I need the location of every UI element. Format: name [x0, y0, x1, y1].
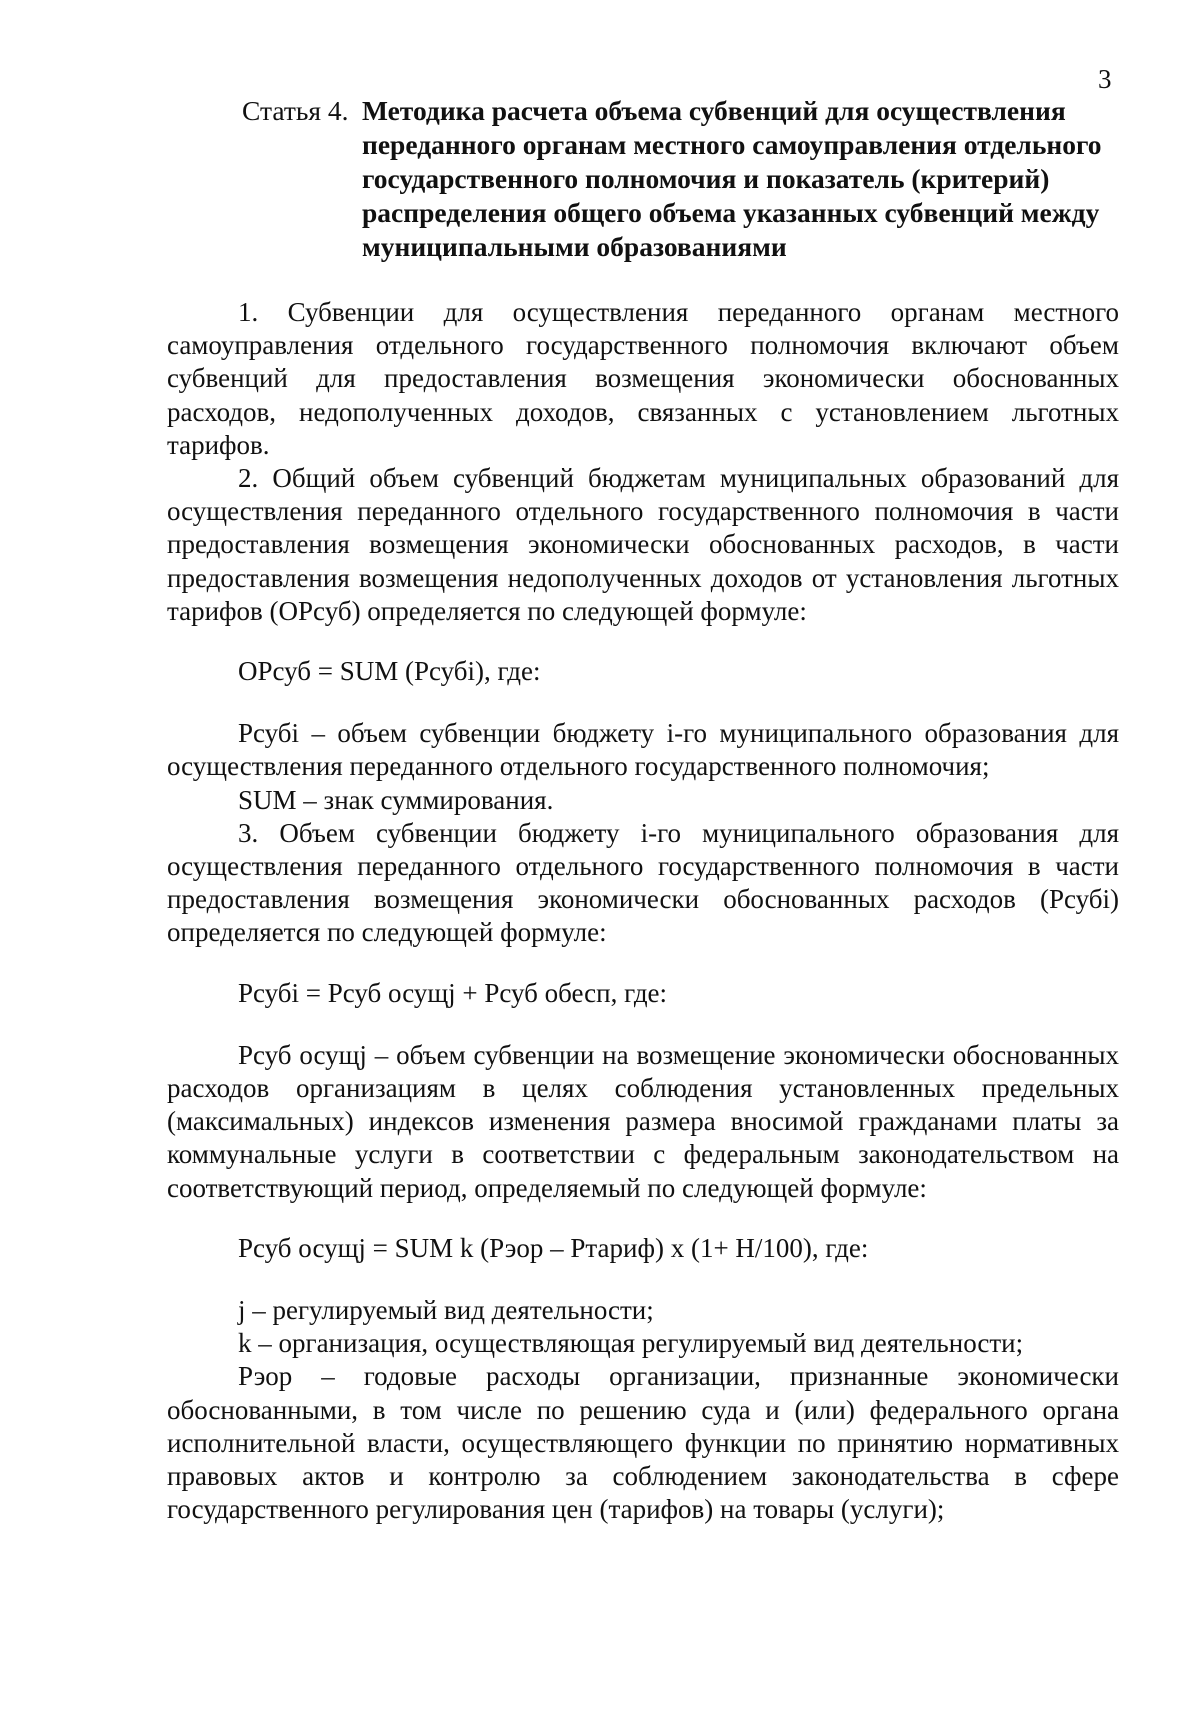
definition-rsubi: Рсубi – объем субвенции бюджету i-го муниципального образования для осуществления переданного отдельного государственного полномочия; [167, 718, 1119, 782]
paragraph-3: 3. Объем субвенции бюджету i-го муниципального образования для осуществления переданного отдельного государственного полномочия в части предоставления возмещения экономически обоснованных расходов (Рсубi) определяется по следующей формуле: [167, 817, 1119, 948]
definition-k: k – организация, осуществляющая регулируемый вид деятельности; [238, 1328, 1024, 1359]
article-heading [242, 94, 1122, 264]
definition-reor: Рэор – годовые расходы организации, признанные экономически обоснованными, в том числе по решению суда и (или) федерального органа исполнительной власти, осуществляющего функции по принятию нормативных правовых актов и контролю за соблюдением законодательства в сфере государственного регулирования цен (тарифов) на товары (услуги); [167, 1361, 1119, 1525]
paragraph-2: 2. Общий объем субвенций бюджетам муниципальных образований для осуществления переданного отдельного государственного полномочия в части предоставления возмещения экономически обоснованных расходов, в части предоставления возмещения недополученных доходов от установления льготных тарифов (ОРсуб) определяется по следующей формуле: [167, 463, 1119, 626]
article-number: Статья 4. [242, 95, 349, 126]
paragraph-1: 1. Субвенции для осуществления переданного органам местного самоуправления отдельного государственного полномочия включают объем субвенций для предоставления возмещения экономически обоснованных расходов, недополученных доходов, связанных с установлением льготных тарифов. [167, 297, 1119, 460]
article-title: Методика расчета объема субвенций для осуществления переданного органам местного самоуправления отдельного государственного полномочия и показатель (критерий) распределения общего объема указанных субвенций между муниципальными образованиями [362, 95, 1102, 262]
definition-j: j – регулируемый вид деятельности; [238, 1295, 654, 1326]
formula-rsub-osushch: Рсуб осущj = SUM k (Рэор – Ртариф) x (1+ Н/100), где: [238, 1232, 869, 1263]
formula-rsubi: Рсубi = Рсуб осущj + Рсуб обесп, где: [238, 977, 668, 1008]
definition-sum: SUM – знак суммирования. [238, 784, 554, 815]
article-body [167, 296, 1119, 1527]
definition-rsub-osushch: Рсуб осущj – объем субвенции на возмещение экономически обоснованных расходов организациям в целях соблюдения установленных предельных (максимальных) индексов изменения размера вносимой гражданами платы за коммунальные услуги в соответствии с федеральным законодательством на соответствующий период, определяемый по следующей формуле: [167, 1039, 1119, 1203]
formula-total-subvention: ОРсуб = SUM (Рсубi), где: [238, 656, 541, 687]
page-number: 3 [1098, 64, 1112, 94]
